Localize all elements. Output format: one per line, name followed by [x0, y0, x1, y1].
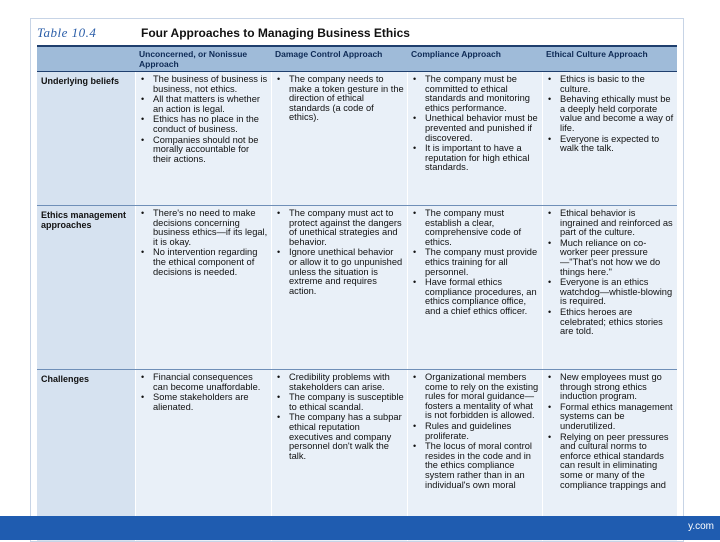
bullet-item: • The company has a subpar ethical reputation executives and company personnel don't walk the talk.: [275, 413, 404, 461]
bullet-item: • The business of business is business, not ethics.: [139, 75, 268, 94]
row-label: Ethics management approaches: [37, 206, 135, 369]
header-ethical-culture: Ethical Culture Approach: [546, 49, 648, 59]
row-underlying-beliefs: [37, 72, 677, 206]
bullet-list: [546, 209, 674, 337]
table-number: Table 10.4: [37, 25, 97, 40]
cell: [542, 72, 677, 205]
bullet-item: • Ethics has no place in the conduct of business.: [139, 115, 268, 134]
bullet-item: • Ethical behavior is ingrained and reinforced as part of the culture.: [546, 209, 674, 238]
bullet-list: [139, 75, 268, 164]
cell: [407, 206, 542, 369]
bullet-list: [411, 75, 539, 173]
bullet-item: • The company must establish a clear, comprehensive code of ethics.: [411, 209, 539, 247]
row-label: Challenges: [37, 370, 135, 542]
bullet-item: • Unethical behavior must be prevented and punished if discovered.: [411, 114, 539, 143]
cell: [542, 206, 677, 369]
bullet-item: • Rules and guidelines proliferate.: [411, 422, 539, 441]
bullet-item: • Relying on peer pressures and cultural norms to enforce ethical standards can result in eliminating some or many of the compliance trappings and: [546, 433, 674, 491]
bullet-item: • Financial consequences can become unaffordable.: [139, 373, 268, 392]
bullet-item: • Ignore unethical behavior or allow it to go unpunished unless the situation is extreme and requires action.: [275, 248, 404, 296]
bullet-item: • Much reliance on co-worker peer pressure—"That's not how we do things here.": [546, 239, 674, 277]
bullet-item: • Have formal ethics compliance procedures, an ethics compliance office, and a chief ethics officer.: [411, 278, 539, 316]
slide-top-bar: [0, 0, 720, 12]
table-image: [30, 18, 684, 542]
cell: [271, 206, 407, 369]
bullet-item: • Formal ethics management systems can be underutilized.: [546, 403, 674, 432]
bullet-item: • Ethics heroes are celebrated; ethics stories are told.: [546, 308, 674, 337]
bullet-item: • There's no need to make decisions concerning business ethics—if its legal, it is okay.: [139, 209, 268, 247]
slide-footer-bar: [0, 516, 720, 540]
bullet-list: [275, 209, 404, 296]
bullet-item: • No intervention regarding the ethical component of decisions is needed.: [139, 248, 268, 277]
cell: [271, 72, 407, 205]
bullet-item: • Organizational members come to rely on the existing rules for moral guidance—fosters a mentality of what is not forbidden is allowed.: [411, 373, 539, 421]
bullet-list: [275, 75, 404, 123]
bullet-item: • It is important to have a reputation for high ethical standards.: [411, 144, 539, 173]
bullet-list: [139, 373, 268, 412]
row-label: Underlying beliefs: [37, 72, 135, 205]
bullet-list: [411, 209, 539, 317]
bullet-item: • Behaving ethically must be a deeply held corporate value and become a way of life.: [546, 95, 674, 133]
bullet-item: • The locus of moral control resides in the code and in the ethics compliance system rather than in an individual's own moral: [411, 442, 539, 490]
cell: [407, 72, 542, 205]
table-header: [37, 45, 677, 72]
cell: [135, 72, 271, 205]
bullet-item: • Companies should not be morally accountable for their actions.: [139, 136, 268, 165]
bullet-item: • All that matters is whether an action is legal.: [139, 95, 268, 114]
cell: [135, 206, 271, 369]
bullet-item: • The company must provide ethics training for all personnel.: [411, 248, 539, 277]
footer-credit: y.com: [688, 521, 714, 532]
ethics-table: [37, 45, 677, 542]
bullet-item: • The company is susceptible to ethical scandal.: [275, 393, 404, 412]
bullet-list: [546, 373, 674, 490]
row-ethics-management: [37, 206, 677, 370]
bullet-item: • New employees must go through strong ethics induction program.: [546, 373, 674, 402]
bullet-list: [546, 75, 674, 154]
bullet-item: • Everyone is expected to walk the talk.: [546, 135, 674, 154]
bullet-list: [139, 209, 268, 277]
header-corner: [37, 47, 135, 71]
bullet-list: [275, 373, 404, 461]
header-compliance: Compliance Approach: [411, 49, 501, 59]
bullet-item: • The company must act to protect against the dangers of unethical strategies and behavior.: [275, 209, 404, 247]
header-unconcerned: Unconcerned, or Nonissue Approach: [139, 49, 248, 69]
bullet-item: • Everyone is an ethics watchdog—whistle-blowing is required.: [546, 278, 674, 307]
header-damage-control: Damage Control Approach: [275, 49, 383, 59]
bullet-item: • The company needs to make a token gesture in the direction of ethical standards (a code of ethics).: [275, 75, 404, 123]
bullet-item: • Some stakeholders are alienated.: [139, 393, 268, 412]
bullet-item: • Ethics is basic to the culture.: [546, 75, 674, 94]
table-title-row: [37, 23, 677, 43]
bullet-item: • The company must be committed to ethical standards and monitoring ethics performance.: [411, 75, 539, 113]
table-title: Four Approaches to Managing Business Ethics: [141, 26, 410, 40]
bullet-list: [411, 373, 539, 490]
bullet-item: • Credibility problems with stakeholders can arise.: [275, 373, 404, 392]
